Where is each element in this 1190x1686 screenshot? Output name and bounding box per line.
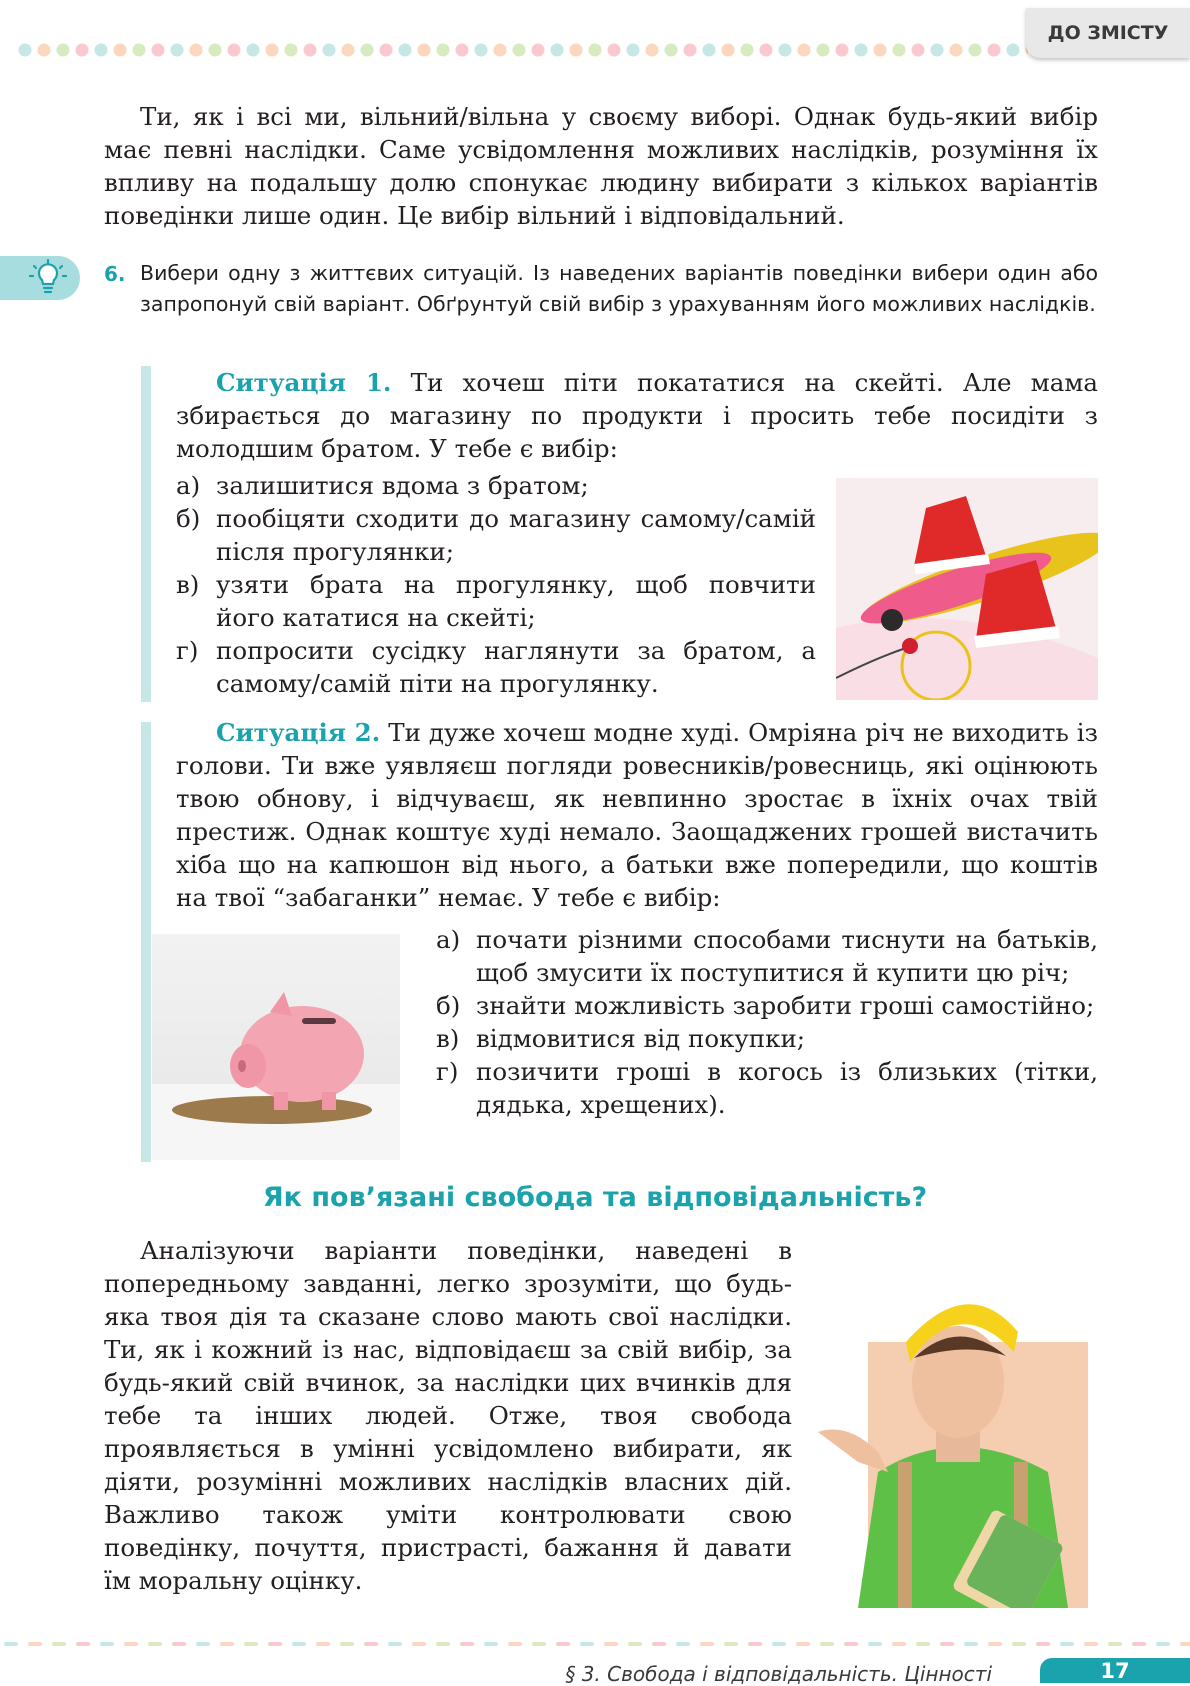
header-dot	[969, 44, 982, 57]
footer-dash	[772, 1642, 786, 1646]
task-number: 6.	[104, 262, 126, 286]
list-item: а) залишитися вдома з братом;	[176, 471, 589, 500]
chapter-title: § 3. Свобода і відповідальність. Цінності	[565, 1662, 992, 1686]
footer-dash	[340, 1642, 354, 1646]
situation-2-options	[436, 923, 1098, 1121]
header-dot	[19, 44, 32, 57]
header-dot	[703, 44, 716, 57]
header-dot	[418, 44, 431, 57]
header-dot	[817, 44, 830, 57]
footer-dash	[460, 1642, 474, 1646]
header-dot-line	[18, 40, 1028, 60]
toc-button[interactable]: ДО ЗМІСТУ	[1026, 8, 1190, 58]
footer-dash	[532, 1642, 546, 1646]
header-dot	[722, 44, 735, 57]
header-dot	[627, 44, 640, 57]
teen-boy-photo	[818, 1272, 1098, 1608]
header-dot	[266, 44, 279, 57]
footer-dash	[988, 1642, 1002, 1646]
header-dot	[209, 44, 222, 57]
task-marker	[0, 256, 80, 300]
list-item: в) відмовитися від покупки;	[436, 1024, 806, 1053]
footer-dash	[148, 1642, 162, 1646]
header-dot	[874, 44, 887, 57]
header-dot	[513, 44, 526, 57]
header-dot	[342, 44, 355, 57]
header-dot	[304, 44, 317, 57]
lightbulb-icon	[28, 258, 68, 298]
footer-dash	[52, 1642, 66, 1646]
header-dot	[323, 44, 336, 57]
footer-dash	[388, 1642, 402, 1646]
header-dot	[190, 44, 203, 57]
footer-dash	[1108, 1642, 1122, 1646]
header-dot	[589, 44, 602, 57]
footer-dash	[1180, 1642, 1190, 1646]
footer-dash	[892, 1642, 906, 1646]
section-paragraph: Аналізуючи варіанти поведінки, наведені в попередньому завданні, легко зрозуміти, що будь-яка твоя дія та сказане слово мають свої наслідки. Ти, як і кожний із нас, відповідаєш за свій вибір, за будь-який свій вчинок, за наслідки цих вчинків для тебе та інших людей. Отже, твоя свобода проявляється в умінні усвідомлено вибирати, як діяти, розумінні можливих наслідків власних дій. Важливо також уміти контролювати свою поведінку, почуття, пристрасті, бажання й давати їм моральну оцінку.	[104, 1236, 792, 1595]
footer-dash	[820, 1642, 834, 1646]
footer-dash	[508, 1642, 522, 1646]
footer-dash	[244, 1642, 258, 1646]
header-dot	[361, 44, 374, 57]
header-dot	[114, 44, 127, 57]
footer-dash	[28, 1642, 42, 1646]
situation-2-bar	[141, 722, 151, 1162]
footer-dash	[292, 1642, 306, 1646]
header-dot	[931, 44, 944, 57]
header-dot	[133, 44, 146, 57]
footer-dash	[1060, 1642, 1074, 1646]
situation-2-intro	[176, 716, 1098, 914]
footer-dash	[268, 1642, 282, 1646]
situation-1-options	[176, 469, 816, 700]
list-item: г) попросити сусідку наглянути за братом, а самому/самій піти на прогулянку.	[176, 636, 816, 698]
footer-dash-line	[0, 1640, 1190, 1648]
footer-dash	[316, 1642, 330, 1646]
header-dot	[741, 44, 754, 57]
list-item: а) почати різними способами тиснути на батьків, щоб змусити їх поступитися й купити цю річ;	[436, 925, 1098, 987]
footer-dash	[220, 1642, 234, 1646]
header-dot	[684, 44, 697, 57]
header-dot	[855, 44, 868, 57]
footer-dash	[1156, 1642, 1170, 1646]
header-dot	[171, 44, 184, 57]
situation-2-text: Ти дуже хочеш модне худі. Омріяна річ не виходить із голови. Ти вже уявляєш погляди ровесників/ровесниць, які оцінюють твою обнову, і відчуваєш, як невпинно зростає в їхніх очах твій престиж. Однак коштує худі немало. Заощаджених грошей вистачить хіба що на капюшон від нього, а батьки вже попередили, що коштів на твої “забаганки” немає. У тебе є вибір:	[176, 718, 1098, 912]
header-dot	[228, 44, 241, 57]
header-dot	[893, 44, 906, 57]
footer-dash	[124, 1642, 138, 1646]
header-dot	[475, 44, 488, 57]
header-dot	[532, 44, 545, 57]
footer-dash	[700, 1642, 714, 1646]
header-dot	[912, 44, 925, 57]
header-dot	[608, 44, 621, 57]
footer-dash	[724, 1642, 738, 1646]
footer-dash	[868, 1642, 882, 1646]
footer-dash	[604, 1642, 618, 1646]
list-item: б) знайти можливість заробити гроші самостійно;	[436, 991, 1095, 1020]
footer-dash	[748, 1642, 762, 1646]
header-dot	[437, 44, 450, 57]
header-dot	[95, 44, 108, 57]
footer-dash	[1012, 1642, 1026, 1646]
header-dot	[399, 44, 412, 57]
footer-dash	[412, 1642, 426, 1646]
situation-2-title: Ситуація 2.	[216, 718, 381, 747]
header-dot	[380, 44, 393, 57]
task-text: Вибери одну з життєвих ситуацій. Із наведених варіантів поведінки вибери один або запропонуй свій варіант. Обґрунтуй свій вибір з урахуванням його можливих наслідків.	[140, 261, 1098, 316]
header-dot	[798, 44, 811, 57]
footer-dash	[484, 1642, 498, 1646]
header-dot	[285, 44, 298, 57]
header-dot	[38, 44, 51, 57]
header-dot	[494, 44, 507, 57]
footer-dash	[940, 1642, 954, 1646]
list-item: в) узяти брата на прогулянку, щоб повчити його кататися на скейті;	[176, 570, 816, 632]
footer-dash	[1036, 1642, 1050, 1646]
header-dot	[646, 44, 659, 57]
header-dot	[836, 44, 849, 57]
footer-dash	[916, 1642, 930, 1646]
situation-1-bar	[141, 366, 151, 702]
footer-dash	[964, 1642, 978, 1646]
page-number: 17	[1040, 1658, 1190, 1683]
footer-dash	[76, 1642, 90, 1646]
situation-1-intro	[176, 366, 1098, 465]
header-dot	[551, 44, 564, 57]
list-item: б) пообіцяти сходити до магазину самому/самій після прогулянки;	[176, 504, 816, 566]
header-dot	[779, 44, 792, 57]
footer-dash	[196, 1642, 210, 1646]
piggy-bank-photo	[152, 934, 400, 1160]
footer-dash	[580, 1642, 594, 1646]
header-dot	[152, 44, 165, 57]
header-dot	[456, 44, 469, 57]
header-dot	[760, 44, 773, 57]
footer-dash	[652, 1642, 666, 1646]
situation-1-title: Ситуація 1.	[216, 368, 392, 397]
header-dot	[247, 44, 260, 57]
header-dot	[76, 44, 89, 57]
footer-dash	[628, 1642, 642, 1646]
skateboard-photo	[836, 478, 1098, 700]
header-dot	[1007, 44, 1020, 57]
footer-dash	[1132, 1642, 1146, 1646]
header-dot	[570, 44, 583, 57]
footer-dash	[844, 1642, 858, 1646]
footer-dash	[364, 1642, 378, 1646]
header-dot	[988, 44, 1001, 57]
header-dot	[665, 44, 678, 57]
footer-dash	[556, 1642, 570, 1646]
footer-dash	[4, 1642, 18, 1646]
list-item: г) позичити гроші в когось із близьких (тітки, дядька, хрещених).	[436, 1057, 1098, 1119]
footer-dash	[100, 1642, 114, 1646]
intro-paragraph: Ти, як і всі ми, вільний/вільна у своєму виборі. Однак будь-який вибір має певні наслідки. Саме усвідомлення можливих наслідків, розуміння їх впливу на подальшу долю спонукає людину вибирати з кількох варіантів поведінки лише один. Це вибір вільний і відповідальний.	[104, 102, 1098, 230]
header-dot	[57, 44, 70, 57]
task-6	[104, 258, 1098, 320]
section-heading: Як пов’язані свобода та відповідальність?	[262, 1182, 928, 1213]
footer-dash	[172, 1642, 186, 1646]
footer-dash	[676, 1642, 690, 1646]
footer-dash	[1084, 1642, 1098, 1646]
header-dot	[950, 44, 963, 57]
footer-dash	[796, 1642, 810, 1646]
footer-dash	[436, 1642, 450, 1646]
situation-1-text: Ти хочеш піти покататися на скейті. Але мама збирається до магазину по продукти і просить тебе посидіти з молодшим братом. У тебе є вибір:	[176, 368, 1098, 463]
